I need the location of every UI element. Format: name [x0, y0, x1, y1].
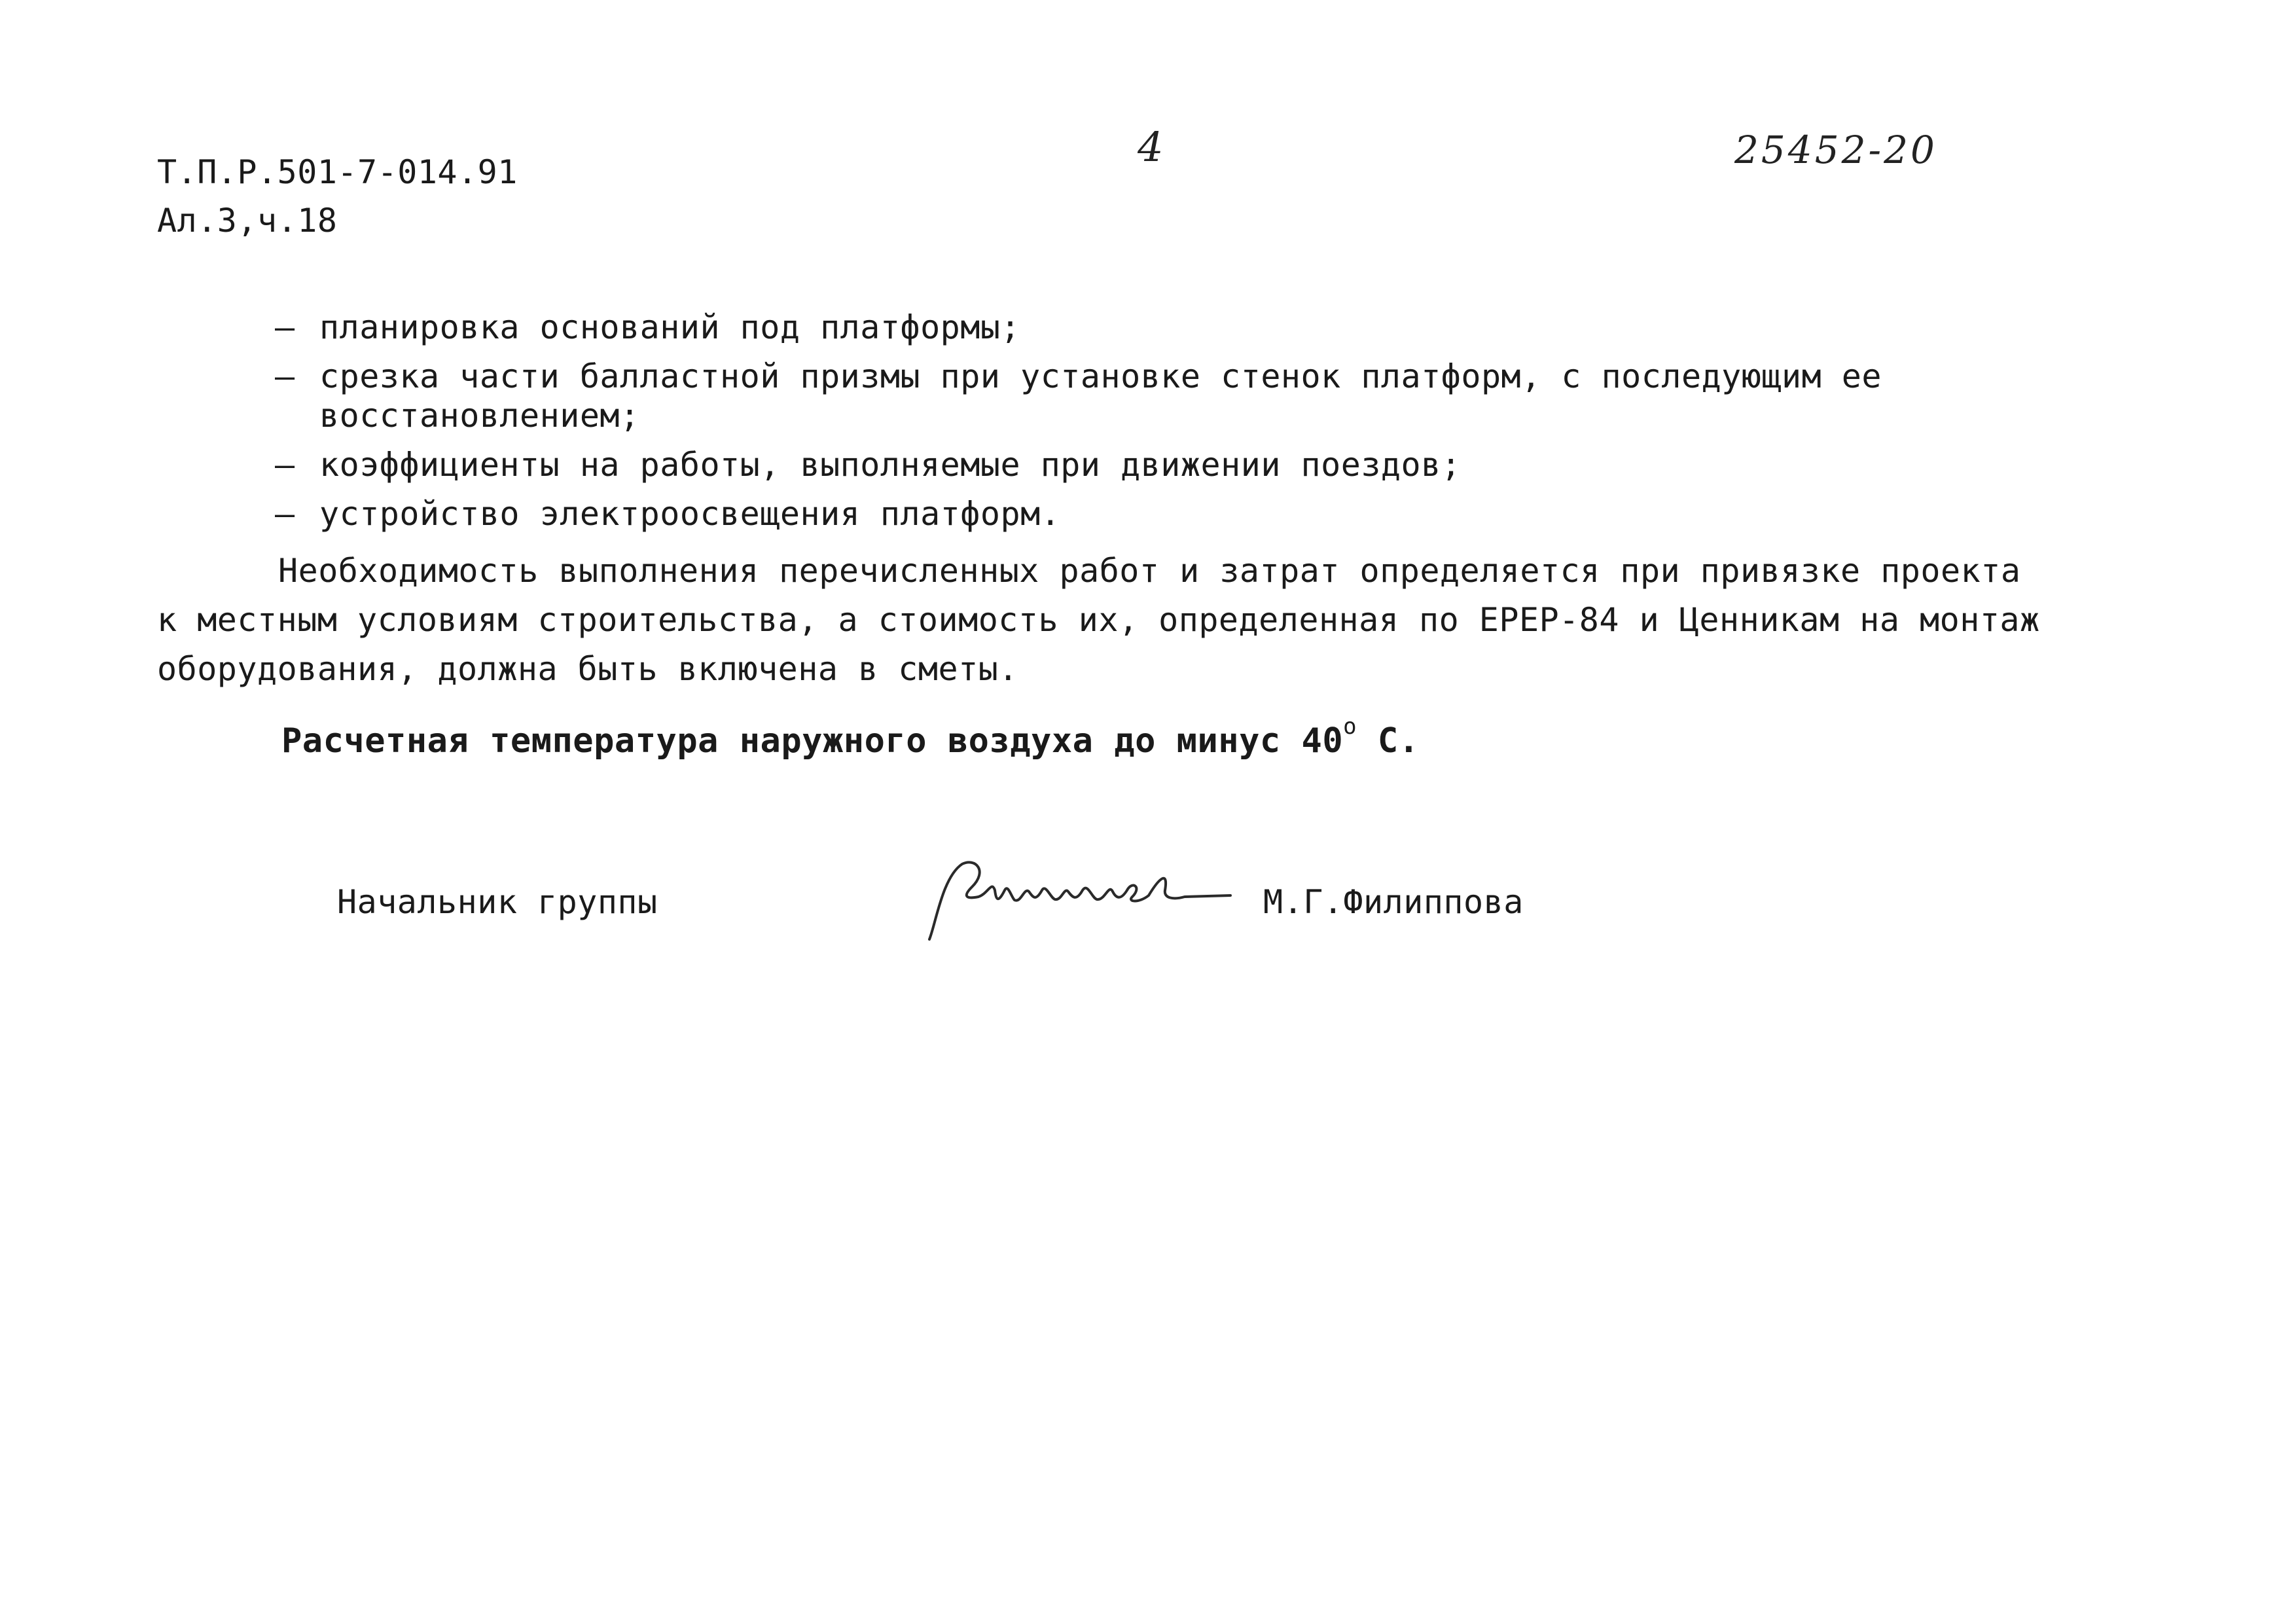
archive-number: 25452-20	[1734, 128, 1937, 172]
list-item	[275, 445, 1995, 484]
handwritten-signature	[916, 851, 1244, 943]
body-paragraph	[157, 551, 2121, 698]
list-item-text: срезка части балластной призмы при установке стенок платформ, с последующим ее восстановлением;	[319, 357, 1882, 435]
temperature-statement	[281, 707, 1420, 761]
bullet-dash: –	[275, 308, 295, 346]
signatory-role: Начальник группы	[337, 883, 658, 921]
bullet-dash: –	[275, 357, 295, 395]
list-item-text: устройство электроосвещения платформ.	[319, 495, 1061, 533]
list-item	[275, 357, 1995, 435]
temperature-unit: С.	[1357, 721, 1420, 761]
sheet-reference: Ал.3,ч.18	[157, 202, 338, 240]
bullet-dash: –	[275, 495, 295, 533]
page-number: 4	[1138, 123, 1164, 171]
document-code: Т.П.Р.501-7-014.91	[157, 153, 518, 191]
bullet-dash: –	[275, 446, 295, 484]
paragraph-line: оборудования, должна быть включена в сметы.	[157, 650, 1018, 688]
paragraph-line: к местным условиям строительства, а стоимость их, определенная по ЕРЕР-84 и Ценникам на монтаж	[157, 601, 2040, 639]
paragraph-line: Необходимость выполнения перечисленных работ и затрат определяется при привязке проекта	[278, 552, 2021, 590]
degree-sign: о	[1343, 713, 1357, 740]
list-item-text: планировка оснований под платформы;	[319, 308, 1021, 346]
list-item	[275, 308, 1995, 347]
list-item-text: коэффициенты на работы, выполняемые при движении поездов;	[319, 446, 1462, 484]
signatory-name: М.Г.Филиппова	[1263, 883, 1524, 921]
bullet-list	[275, 308, 1995, 543]
list-item	[275, 494, 1995, 533]
temperature-text: Расчетная температура наружного воздуха до минус 40	[281, 721, 1344, 761]
